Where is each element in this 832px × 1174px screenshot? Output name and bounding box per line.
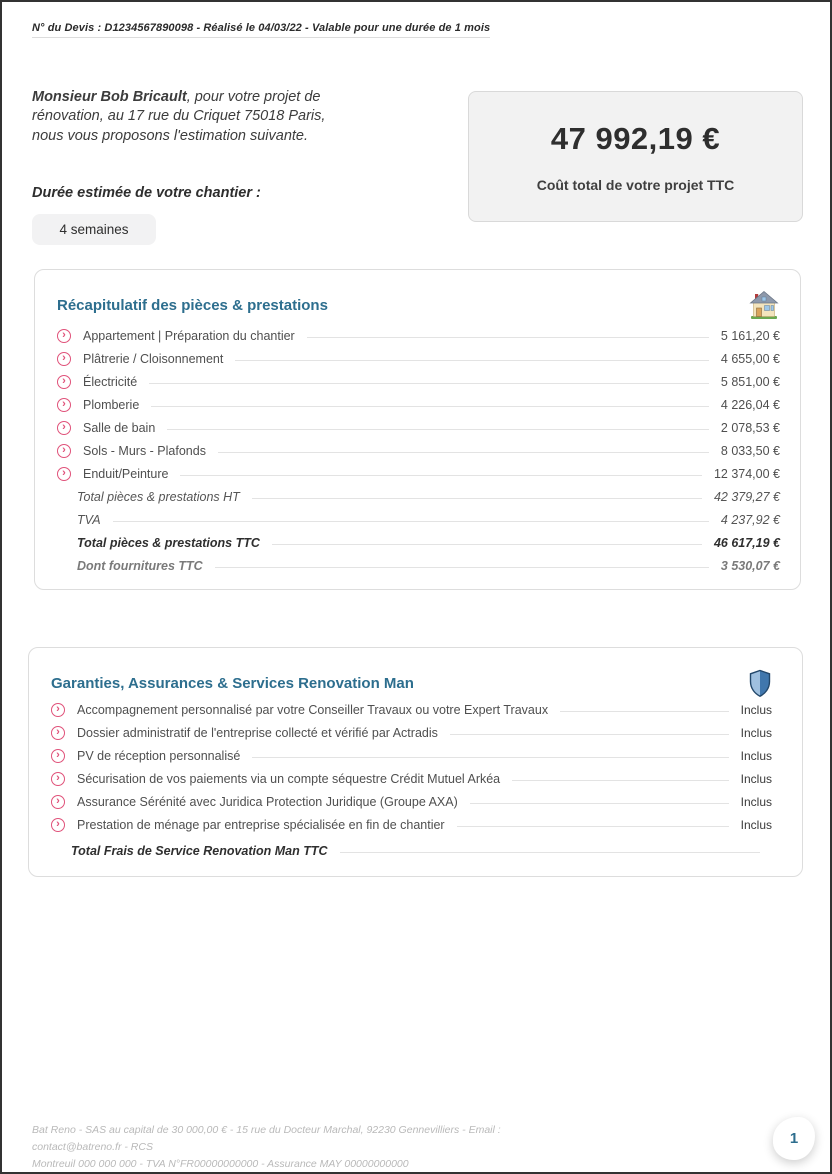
legal-footer-line2: Montreuil 000 000 000 - TVA N°FR00000000000 - Assurance MAY 00000000000 xyxy=(32,1157,409,1170)
chevron-circle-icon: › xyxy=(57,375,71,389)
table-row xyxy=(57,393,780,416)
table-row xyxy=(51,698,772,721)
table-row xyxy=(51,790,772,813)
row-value: 4 226,04 € xyxy=(720,397,780,412)
row-label: Accompagnement personnalisé par votre Conseiller Travaux ou votre Expert Travaux xyxy=(77,702,549,717)
leader-line xyxy=(252,498,702,499)
row-value: Inclus xyxy=(740,817,772,832)
leader-line xyxy=(180,475,701,476)
row-value: 2 078,53 € xyxy=(720,420,780,435)
guarantees-card xyxy=(28,647,803,877)
leader-line xyxy=(470,803,729,804)
house-icon xyxy=(748,290,780,320)
row-value: 12 374,00 € xyxy=(713,466,780,481)
leader-line xyxy=(167,429,709,430)
leader-line xyxy=(218,452,709,453)
client-name: Monsieur Bob Bricault xyxy=(32,89,187,105)
chevron-circle-icon: › xyxy=(51,772,65,786)
row-label: Électricité xyxy=(83,374,138,389)
recap-card-title: Récapitulatif des pièces & prestations xyxy=(57,296,328,314)
chevron-circle-icon: › xyxy=(57,467,71,481)
row-value: 5 851,00 € xyxy=(720,374,780,389)
chevron-circle-icon: › xyxy=(57,444,71,458)
row-value: 4 655,00 € xyxy=(720,351,780,366)
table-row xyxy=(51,767,772,790)
row-label: Sécurisation de vos paiements via un compte séquestre Crédit Mutuel Arkéa xyxy=(77,771,501,786)
total-row-tva: TVA 4 237,92 € xyxy=(77,512,780,527)
table-row xyxy=(57,462,780,485)
row-value: Inclus xyxy=(740,771,772,786)
table-row xyxy=(51,813,772,836)
row-value: Inclus xyxy=(740,748,772,763)
intro-paragraph xyxy=(32,88,354,146)
total-price-box xyxy=(468,91,803,222)
row-label: Enduit/Peinture xyxy=(83,466,169,481)
leader-line xyxy=(512,780,729,781)
page-number-badge: 1 xyxy=(773,1117,815,1160)
row-value: Inclus xyxy=(740,794,772,809)
guarantees-card-header xyxy=(51,668,772,698)
chevron-circle-icon: › xyxy=(51,726,65,740)
row-value: 8 033,50 € xyxy=(720,443,780,458)
total-row-ht: Total pièces & prestations HT 42 379,27 € xyxy=(77,489,780,504)
row-label: Plomberie xyxy=(83,397,140,412)
legal-footer-line1: Bat Reno - SAS au capital de 30 000,00 € - 15 rue du Docteur Marchal, 92230 Gennevilliers - Email : contact@batreno.fr - RCS xyxy=(32,1124,501,1153)
chevron-circle-icon: › xyxy=(51,818,65,832)
duration-label: Durée estimée de votre chantier : xyxy=(32,185,261,201)
row-value: Inclus xyxy=(740,725,772,740)
table-row xyxy=(57,439,780,462)
leader-line xyxy=(113,521,709,522)
table-row xyxy=(57,370,780,393)
legal-footer xyxy=(32,1122,592,1172)
total-price-caption: Coût total de votre projet TTC xyxy=(536,176,735,193)
chevron-circle-icon: › xyxy=(57,398,71,412)
chevron-circle-icon: › xyxy=(57,329,71,343)
recap-card xyxy=(34,269,801,590)
table-row xyxy=(57,324,780,347)
recap-card-header xyxy=(57,290,780,320)
leader-line xyxy=(450,734,729,735)
leader-line xyxy=(252,757,728,758)
table-row xyxy=(51,721,772,744)
shield-icon xyxy=(748,669,772,698)
guarantees-card-title: Garanties, Assurances & Services Renovation Man xyxy=(51,674,414,692)
leader-line xyxy=(560,711,729,712)
chevron-circle-icon: › xyxy=(57,421,71,435)
chevron-circle-icon: › xyxy=(51,795,65,809)
leader-line xyxy=(149,383,709,384)
table-row xyxy=(57,416,780,439)
row-value: 5 161,20 € xyxy=(720,328,780,343)
row-label: Appartement | Préparation du chantier xyxy=(83,328,295,343)
leader-line xyxy=(457,826,729,827)
leader-line xyxy=(307,337,709,338)
leader-line xyxy=(235,360,709,361)
row-label: Sols - Murs - Plafonds xyxy=(83,443,206,458)
table-row xyxy=(57,347,780,370)
chevron-circle-icon: › xyxy=(57,352,71,366)
duration-chip: 4 semaines xyxy=(32,214,156,245)
table-row xyxy=(51,744,772,767)
total-row-services: Total Frais de Service Renovation Man TTC xyxy=(51,839,772,862)
quote-header: N° du Devis : D1234567890098 - Réalisé le 04/03/22 - Valable pour une durée de 1 mois xyxy=(32,22,490,38)
leader-line xyxy=(340,852,760,853)
chevron-circle-icon: › xyxy=(51,703,65,717)
intro-text: , pour votre projet de rénovation, au 17 rue du Criquet 75018 Paris, nous vous proposons l'estimation suivante. xyxy=(32,89,326,144)
row-label: Assurance Sérénité avec Juridica Protection Juridique (Groupe AXA) xyxy=(77,794,458,809)
total-row-ttc: Total pièces & prestations TTC 46 617,19 € xyxy=(77,535,780,550)
row-label: PV de réception personnalisé xyxy=(77,748,241,763)
total-row-fournitures: Dont fournitures TTC 3 530,07 € xyxy=(77,558,780,573)
row-label: Salle de bain xyxy=(83,420,156,435)
row-label: Dossier administratif de l'entreprise collecté et vérifié par Actradis xyxy=(77,725,438,740)
row-label: Plâtrerie / Cloisonnement xyxy=(83,351,224,366)
row-label: Prestation de ménage par entreprise spécialisée en fin de chantier xyxy=(77,817,445,832)
chevron-circle-icon: › xyxy=(51,749,65,763)
row-value: Inclus xyxy=(740,702,772,717)
leader-line xyxy=(272,544,702,545)
total-price-amount: 47 992,19 € xyxy=(550,120,721,156)
leader-line xyxy=(151,406,709,407)
leader-line xyxy=(215,567,709,568)
